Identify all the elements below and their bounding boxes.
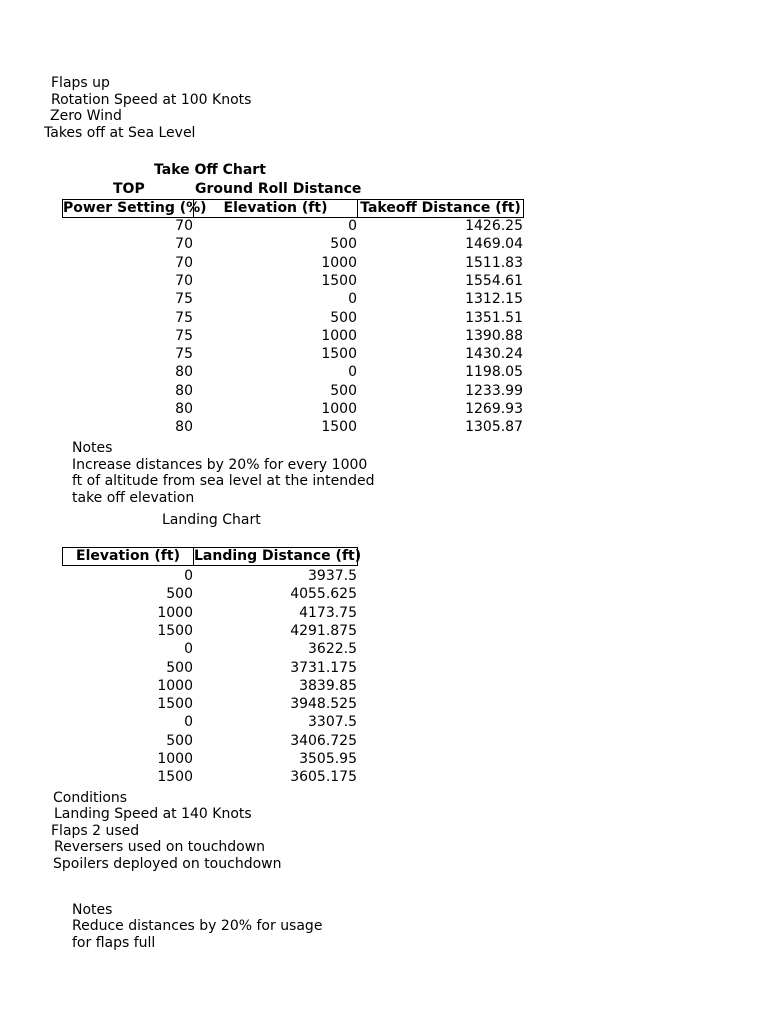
landing-cell-elevation: 1000 [157, 678, 193, 694]
landing-chart-title: Landing Chart [162, 512, 261, 528]
takeoff-notes-line: take off elevation [72, 490, 195, 506]
takeoff-cell-power: 70 [175, 218, 193, 234]
landing-cell-distance: 3731.175 [290, 660, 357, 676]
landing-cell-distance: 4173.75 [299, 605, 357, 621]
takeoff-cell-distance: 1390.88 [465, 328, 523, 344]
landing-condition-line: Flaps 2 used [51, 823, 140, 839]
takeoff-cell-power: 75 [175, 310, 193, 326]
takeoff-cell-power: 70 [175, 236, 193, 252]
landing-cell-distance: 3505.95 [299, 751, 357, 767]
takeoff-cell-power: 70 [175, 273, 193, 289]
landing-cell-elevation: 0 [184, 641, 193, 657]
takeoff-cell-power: 70 [175, 255, 193, 271]
takeoff-cell-elevation: 0 [348, 218, 357, 234]
takeoff-cell-distance: 1554.61 [465, 273, 523, 289]
landing-cell-elevation: 1000 [157, 605, 193, 621]
takeoff-cell-elevation: 1000 [321, 401, 357, 417]
takeoff-cell-elevation: 1500 [321, 273, 357, 289]
takeoff-cell-elevation: 500 [330, 236, 357, 252]
takeoff-label-ground-roll: Ground Roll Distance [195, 181, 362, 197]
takeoff-cell-power: 80 [175, 401, 193, 417]
landing-cell-distance: 4055.625 [290, 586, 357, 602]
landing-cell-distance: 3839.85 [299, 678, 357, 694]
takeoff-cell-elevation: 0 [348, 364, 357, 380]
landing-cell-distance: 3307.5 [308, 714, 357, 730]
landing-cell-elevation: 500 [166, 660, 193, 676]
takeoff-cell-distance: 1312.15 [465, 291, 523, 307]
takeoff-condition-line: Takes off at Sea Level [44, 125, 196, 141]
landing-notes-line: for flaps full [72, 935, 156, 951]
takeoff-cell-power: 80 [175, 364, 193, 380]
takeoff-cell-elevation: 0 [348, 291, 357, 307]
landing-cell-elevation: 1500 [157, 623, 193, 639]
landing-cell-elevation: 500 [166, 733, 193, 749]
takeoff-condition-line: Rotation Speed at 100 Knots [51, 92, 252, 108]
landing-notes-heading: Notes [72, 902, 113, 918]
takeoff-cell-distance: 1269.93 [465, 401, 523, 417]
takeoff-cell-elevation: 1000 [321, 328, 357, 344]
takeoff-condition-line: Zero Wind [50, 108, 122, 124]
takeoff-cell-distance: 1426.25 [465, 218, 523, 234]
landing-cell-distance: 3406.725 [290, 733, 357, 749]
landing-condition-line: Conditions [53, 790, 128, 806]
landing-cell-distance: 4291.875 [290, 623, 357, 639]
takeoff-cell-distance: 1430.24 [465, 346, 523, 362]
takeoff-cell-power: 75 [175, 291, 193, 307]
takeoff-header-distance: Takeoff Distance (ft) [357, 199, 524, 218]
takeoff-cell-elevation: 1500 [321, 346, 357, 362]
landing-cell-distance: 3948.525 [290, 696, 357, 712]
takeoff-cell-power: 75 [175, 346, 193, 362]
takeoff-notes-line: ft of altitude from sea level at the intended [72, 473, 375, 489]
takeoff-cell-distance: 1351.51 [465, 310, 523, 326]
takeoff-cell-elevation: 500 [330, 310, 357, 326]
takeoff-header-power: Power Setting (%) [63, 200, 207, 216]
landing-header-distance: Landing Distance (ft) [194, 548, 362, 564]
takeoff-label-top: TOP [113, 181, 145, 197]
takeoff-cell-distance: 1511.83 [465, 255, 523, 271]
takeoff-cell-elevation: 1000 [321, 255, 357, 271]
takeoff-notes-heading: Notes [72, 440, 113, 456]
takeoff-cell-distance: 1305.87 [465, 419, 523, 435]
landing-cell-elevation: 1500 [157, 696, 193, 712]
takeoff-cell-distance: 1198.05 [465, 364, 523, 380]
landing-condition-line: Spoilers deployed on touchdown [53, 856, 282, 872]
landing-cell-elevation: 500 [166, 586, 193, 602]
takeoff-cell-distance: 1233.99 [465, 383, 523, 399]
landing-cell-elevation: 1500 [157, 769, 193, 785]
takeoff-cell-elevation: 1500 [321, 419, 357, 435]
takeoff-cell-power: 75 [175, 328, 193, 344]
takeoff-condition-line: Flaps up [51, 75, 110, 91]
takeoff-cell-distance: 1469.04 [465, 236, 523, 252]
landing-condition-line: Landing Speed at 140 Knots [54, 806, 252, 822]
takeoff-cell-power: 80 [175, 383, 193, 399]
landing-cell-elevation: 1000 [157, 751, 193, 767]
landing-condition-line: Reversers used on touchdown [54, 839, 266, 855]
landing-header-elevation: Elevation (ft) [62, 547, 194, 566]
landing-notes-line: Reduce distances by 20% for usage [72, 918, 323, 934]
takeoff-header-elevation: Elevation (ft) [193, 199, 358, 218]
landing-cell-distance: 3605.175 [290, 769, 357, 785]
landing-cell-elevation: 0 [184, 568, 193, 584]
takeoff-notes-line: Increase distances by 20% for every 1000 [72, 457, 368, 473]
takeoff-cell-elevation: 500 [330, 383, 357, 399]
landing-cell-distance: 3937.5 [308, 568, 357, 584]
spreadsheet-page [44, 0, 768, 1024]
landing-cell-distance: 3622.5 [308, 641, 357, 657]
landing-cell-elevation: 0 [184, 714, 193, 730]
takeoff-chart-title: Take Off Chart [154, 162, 266, 178]
takeoff-cell-power: 80 [175, 419, 193, 435]
